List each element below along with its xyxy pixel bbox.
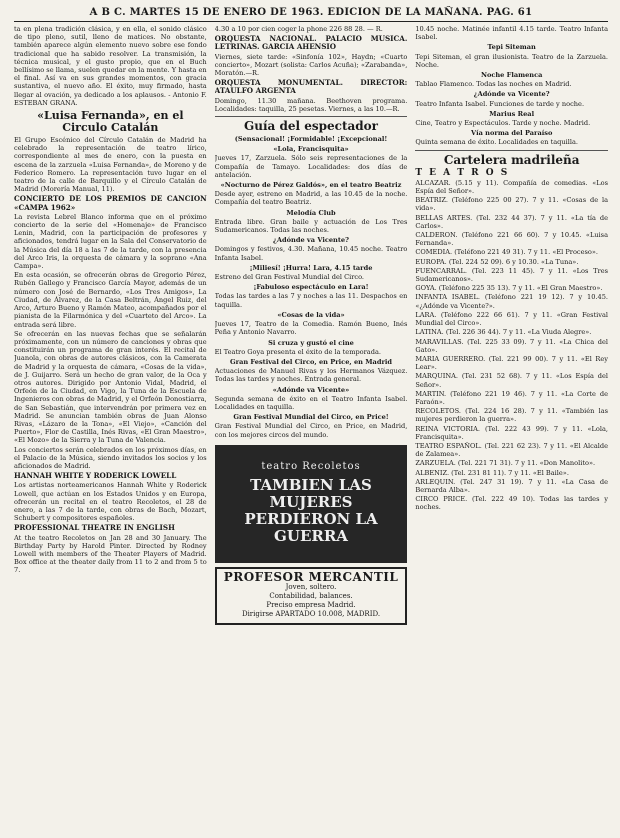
teatro-listing: COMEDIA. (Teléfono 221 49 31). 7 y 11. «El Proceso».	[415, 248, 599, 257]
guia-item-body: Jueves 17, Zarzuela. Sólo seis representaciones de la Compañía de Tamayo. Localidades: dos días de antelación.	[214, 154, 408, 179]
teatro-listing: INFANTA ISABEL. (Teléfono 221 19 12). 7 y 10.45. «¿Adónde va Vicente?».	[415, 293, 608, 310]
col1-para5: Los artistas norteamericanos Hannah White y Roderick Lowell, que actúan en los Estados Unidos y en Europa, ofrecerán un recital en el teatro Recoletos, el 28 de enero, a las 7 de la tarde, con obras de Bach, Mozart, Schubert y compositores españoles.	[14, 481, 207, 523]
teatro-listing: TEATRO ESPAÑOL. (Tel. 221 62 23). 7 y 11. «El Alcalde de Zalamea».	[415, 441, 608, 459]
guia-item-heading: «Cosas de la vida»	[277, 310, 345, 319]
guia-item-body: Jueves 17, Teatro de la Comedia. Ramón Bueno, Inés Peña y Antonio Navarro.	[214, 320, 408, 337]
guia-subtitle: (Sensacional! ¡Formidable! ¡Excepcional!	[234, 135, 388, 144]
advert-recoletos-title-2: PERDIERON LA GUERRA	[244, 509, 378, 545]
teatro-listing: ZARZUELA. (Tel. 221 71 31). 7 y 11. «Don Manolito».	[415, 459, 596, 468]
col2-heading-orquesta-nacional: ORQUESTA NACIONAL. PALACIO MUSICA. LETRINAS. GARCIA AHENSIO	[214, 34, 408, 52]
col3-item-heading: Noche Flamenca	[480, 71, 543, 80]
guia-item-heading: Si cruza y gustó el cine	[268, 338, 354, 347]
guia-item-body: Segunda semana de éxito en el Teatro Infanta Isabel. Localidades en taquilla.	[214, 394, 408, 411]
column-1	[14, 25, 207, 831]
teatros-heading: T E A T R O S	[415, 167, 510, 178]
col2-heading-orquesta-monumental: ORQUESTA MONUMENTAL. DIRECTOR: ATAULFO ARGENTA	[214, 78, 408, 96]
teatros-list	[415, 179, 608, 512]
col3-item-heading: Tepi Siteman	[487, 43, 536, 52]
col2-divider	[215, 116, 408, 117]
col1-para4: Los conciertos serán celebrados en los próximos días, en el Palacio de la Música, siendo invitados los socios y los aficionados de Madrid.	[14, 445, 207, 470]
guia-item-heading: «Adónde va Vicente»	[272, 385, 350, 394]
teatro-listing: BEATRIZ. (Teléfono 225 00 27). 7 y 11. «Cosas de la vida».	[415, 196, 608, 213]
guia-item-body: Todas las tardes a las 7 y noches a las 11. Despachos en taquilla.	[214, 292, 408, 309]
col2-para2: Domingo, 11.30 mañana. Beethoven programa. Localidades: taquilla, 25 pesetas. Viernes, a las 10.—R.	[214, 96, 408, 113]
cartelera-title: Cartelera madrileña	[443, 152, 580, 167]
col1-para3: Se ofrecerán en las nuevas fechas que se señalarán próximamente, con un número de canciones y obras que constituirán un programa de gran interés. El recital de Juanola, con obras de autores clásicos, con la Camerata de Madrid y la orquesta de cámara, «Cosas de la vida», de J. Guijarro. Será un hecho de gran valor, de la Oca y otros autores. Dirigido por Antonio Vidal, Madrid, el Orfeón de la Ciudad, en Vigo, la Tuna de la Escuela de Ingenieros con obras de Madrid, y el Orfeón Donostiarra, de San Sebastián, que intervendrán por primera vez en Madrid. Se anuncian también obras de Juan Alonso Rivas, «Lázaro de la Tona», «El Viejo», «Canción del Puerto», Flor de Castilla, Inés Rivas, «El Gran Maestro», «El Mozo» de la Sierra y la Tuna de Valencia.	[14, 329, 207, 445]
col1-heading-hannah: HANNAH WHITE Y RODERICK LOWELL	[14, 471, 177, 481]
teatro-listing: CIRCO PRICE. (Tel. 222 49 10). Todas las tardes y noches.	[415, 495, 608, 512]
guia-item-heading: ¡Miliesí! ¡Hurra! Lara, 4.15 tarde	[249, 263, 373, 272]
guia-item-heading: Gran Festival Mundial del Circo, en Price!	[233, 413, 389, 422]
guia-item-body: Gran Festival Mundial del Circo, en Price, en Madrid, con los mejores circos del mundo.	[214, 422, 408, 439]
guia-item-heading: «Nocturno de Pérez Galdós», en el teatro Beatriz	[220, 181, 402, 190]
col1-intro: ta en plena tradición clásica, y en ella, el sonido clásico de tipo pleno, sutil, lleno de matices. No obstante, también aparece algún elemento nuevo sobre ese fondo tradicional que ha sabido resolver. La transmisión, la técnica musical, y el gusto propio, que en el Buch bellísimo se llama, suelen quedar en la mente. Y hasta en el final. Así va en sus grandes momentos, con gracia sustantiva, el nuevo año. El éxito, muy firmado, hasta llegar al ovación, ya dedicado a los aplausos. - Antonio F. ESTEBAN GRANA.	[14, 25, 207, 107]
col3-intro: 10.45 noche. Matinée infantil 4.15 tarde. Teatro Infanta Isabel.	[415, 25, 608, 42]
teatro-listing: FUENCARRAL. (Tel. 223 11 45). 7 y 11. «Los Tres Sudamericanos».	[415, 266, 608, 284]
guia-item-heading: «Lola, Francisquita»	[273, 145, 349, 154]
guia-item-body: El Teatro Goya presenta el éxito de la temporada.	[214, 347, 381, 356]
teatro-listing: MARIA GUERRERO. (Tel. 221 99 00). 7 y 11. «El Rey Lear».	[415, 354, 608, 372]
col3-top-items	[415, 43, 608, 146]
advert-profesor-line: Preciso empresa Madrid.	[266, 600, 356, 609]
guia-item-body: Actuaciones de Manuel Rivas y los Hermanos Vázquez. Todas las tardes y noches. Entrada general.	[214, 367, 408, 384]
teatro-listing: MARAVILLAS. (Tel. 225 33 09). 7 y 11. «La Chica del Gato».	[415, 337, 608, 354]
teatro-listing: LATINA. (Tel. 226 36 44). 7 y 11. «La Viuda Alegre».	[415, 328, 592, 337]
col1-heading-luisa: «Luisa Fernanda», en el Circulo Catalán	[37, 109, 184, 135]
guia-items	[215, 145, 408, 439]
col1-para6: At the teatro Recoletos on Jan 28 and 30 January. The Birthday Party by Harold Pinter. Directed by Rodney Lowell with members of the Theater Players of Madrid. Box office at the theater daily from 11 to 2 and from 5 to 7.	[14, 533, 207, 575]
col2-intro: 4.30 a 10 por cien coger la phone 226 88 28. — R.	[214, 25, 383, 33]
advert-profesor-line: Dirigirse APARTADO 10.008, MADRID.	[241, 609, 381, 618]
col1-heading-concierto: CONCIERTO DE LOS PREMIOS DE CANCION «CAMPA 1962»	[14, 194, 207, 212]
guia-item-body: Estreno del Gran Festival Mundial del Circo.	[214, 273, 365, 282]
teatro-listing: ALBENIZ. (Tel. 231 81 11). 7 y 11. «El Baile».	[415, 468, 569, 477]
teatro-listing: BELLAS ARTES. (Tel. 232 44 37). 7 y 11. «La tía de Carlos».	[415, 213, 608, 230]
teatro-listing: ALCAZAR. (5.15 y 11). Compañía de comedias. «Los Espía del Señor».	[415, 178, 608, 196]
teatro-listing: RECOLETOS. (Tel. 224 16 28). 7 y 11. «También las mujeres perdieron la guerra».	[415, 407, 608, 424]
col3-item-body: Tepi Siteman, el gran ilusionista. Teatro de la Zarzuela. Noche.	[415, 52, 608, 69]
teatro-listing: MARQUINA. (Tel. 231 52 68). 7 y 11. «Los Espía del Señor».	[415, 372, 608, 389]
col3-item-heading: Vía norma del Paraíso	[470, 129, 553, 138]
teatro-listing: EUROPA. (Tel. 224 52 09). 6 y 10.30. «La Tuna».	[415, 257, 579, 266]
teatro-listing: CALDERON. (Teléfono 221 66 60). 7 y 10.45. «Luisa Fernanda».	[415, 231, 608, 248]
advert-profesor-title: PROFESOR MERCANTIL	[223, 569, 399, 584]
guia-item-heading: ¡Fabuloso espectáculo en Lara!	[253, 283, 369, 292]
col1-para2a: La revista Lebrel Blanco informa que en el próximo concierto de la serie del «Homenaje» de Francisco Lenin, Madrid, con la participación de profesores y aficionados, tendrá lugar en la Sala del Conservatorio de la Música del día 18 a las 7 de la tarde, con la presencia del Arco Iris, la orquesta de cámara y la soprano «Ana Campa».	[14, 212, 207, 271]
column-2	[215, 25, 408, 831]
column-3	[415, 25, 608, 831]
col3-item-body: Quinta semana de éxito. Localidades en taquilla.	[415, 138, 579, 147]
col1-para2b: En esta ocasión, se ofrecerán obras de Gregorio Pérez, Rubén Gallego y Francisco García Mayor, además de un número con José de Bernardo, «Los Tres Amigos», La Ciudad, de Álvarez, de la Casa Beltrán, Ángel Ruiz, del Arco, Arturo Bueno y Ramón Mateo, acompañados por el pianista de la Filarmónica y del «Cuarteto del Arco». La entrada será libre.	[14, 271, 207, 329]
columns	[14, 25, 608, 831]
col3-item-body: Tablao Flamenco. Todas las noches en Madrid.	[415, 80, 572, 89]
col3-divider	[415, 150, 608, 151]
advert-recoletos-title-1: TAMBIEN LAS MUJERES	[250, 475, 372, 511]
guia-item-heading: Melodía Club	[286, 208, 336, 217]
advert-recoletos[interactable]	[215, 445, 408, 563]
teatro-listing: REINA VICTORIA. (Tel. 222 43 99). 7 y 11. «Lola, Francisquita».	[415, 424, 608, 441]
guia-item-heading: ¿Adónde va Vicente?	[273, 236, 349, 245]
page-header: A B C. MARTES 15 DE ENERO DE 1963. EDICION DE LA MAÑANA. PAG. 61	[89, 7, 533, 18]
col2-para1: Viernes, siete tarde: «Sinfonía 102», Haydn; «Cuarto concierto», Mozart (solista: Carlos Acuña); «Zarabanda», Moratón.—R.	[214, 52, 408, 78]
header-rule	[14, 21, 608, 22]
guia-title: Guía del espectador	[244, 119, 379, 134]
guia-item-heading: Gran Festival del Circo, en Price, en Madrid	[229, 357, 393, 366]
col1-para1: El Grupo Escénico del Círculo Catalán de Madrid ha celebrado la representación de teatro lírico, correspondiente al mes de enero, con la puesta en escena de la zarzuela «Luisa Fernanda», de Moreno y de Federico Romero. La representación tuvo lugar en el teatro de la calle de Barquillo y el Círculo Catalán de Madrid (Morería Manual, 11).	[14, 136, 207, 194]
teatro-listing: MARTIN. (Teléfono 221 19 46). 7 y 11. «La Corte de Faraón».	[415, 389, 608, 406]
advert-profesor-line: Joven, soltero.	[285, 582, 337, 591]
col3-item-body: Cine, Teatro y Espectáculos. Tarde y noche. Madrid.	[415, 119, 591, 128]
advert-recoletos-theatre: teatro Recoletos	[261, 460, 361, 472]
col1-heading-theatre: PROFESSIONAL THEATRE IN ENGLISH	[14, 523, 175, 533]
teatro-listing: GOYA. (Teléfono 225 35 13). 7 y 11. «El Gran Maestro».	[415, 284, 603, 293]
advert-profesor[interactable]	[215, 567, 408, 625]
teatro-listing: ARLEQUIN. (Tel. 247 31 19). 7 y 11. «La Casa de Bernarda Alba».	[415, 477, 608, 494]
guia-item-body: Entrada libre. Gran baile y actuación de Los Tres Sudamericanos. Todas las noches.	[214, 217, 408, 235]
guia-item-body: Domingos y festivos, 4.30. Mañana, 10.45 noche. Teatro Infanta Isabel.	[214, 245, 408, 262]
teatro-listing: LARA. (Teléfono 222 66 61). 7 y 11. «Gran Festival Mundial del Circo».	[415, 310, 608, 328]
col3-item-heading: Marius Real	[489, 109, 535, 118]
advert-profesor-line: Contabilidad, balances.	[269, 591, 353, 600]
col3-item-body: Teatro Infanta Isabel. Funciones de tarde y noche.	[415, 99, 585, 108]
guia-item-body: Desde ayer, estreno en Madrid, a las 10.45 de la noche. Compañía del teatro Beatriz.	[214, 190, 408, 207]
col3-item-heading: ¿Adónde va Vicente?	[473, 90, 550, 99]
